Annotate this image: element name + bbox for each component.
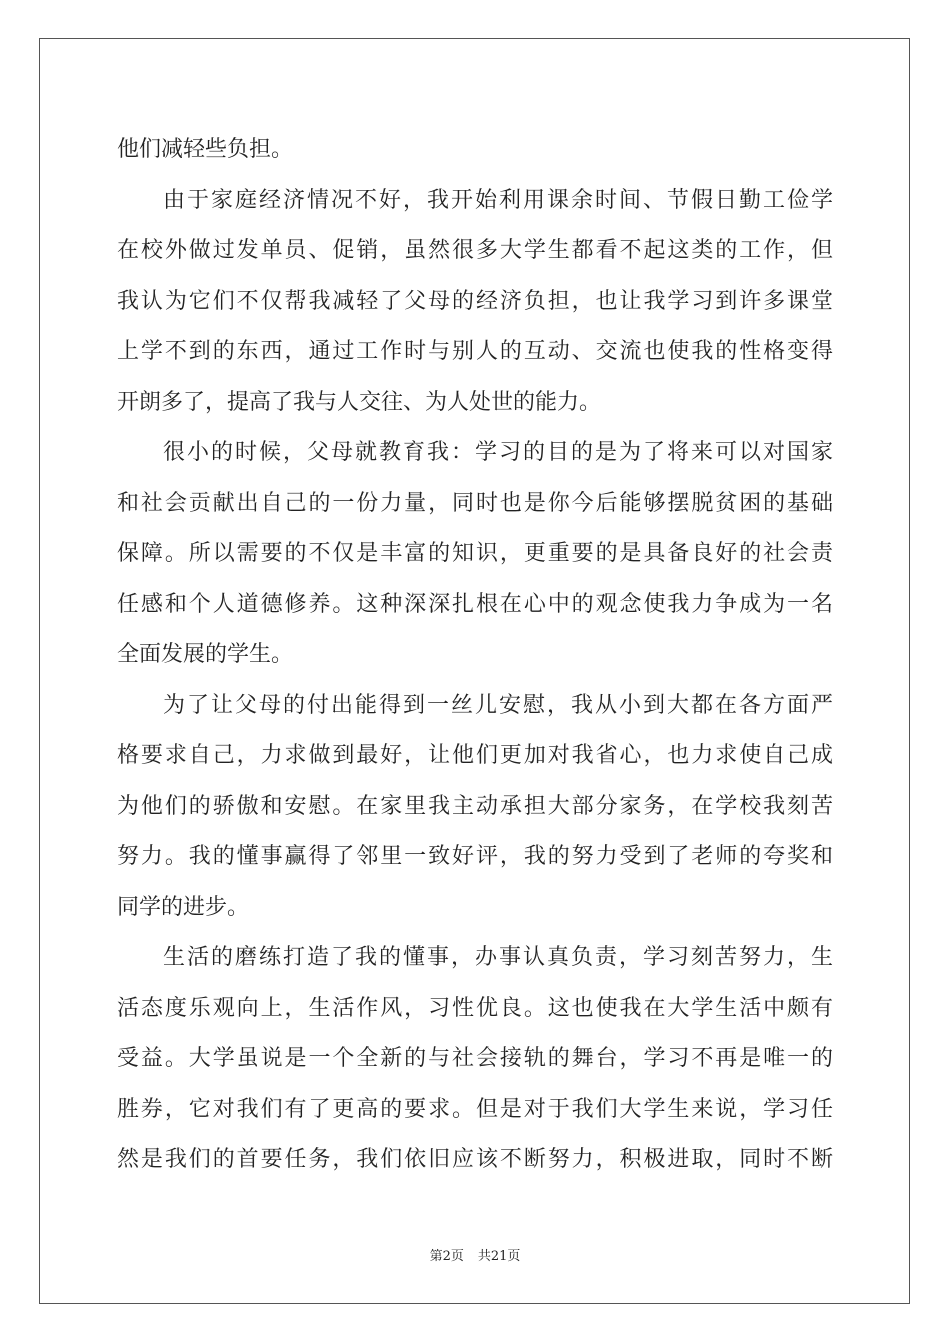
text-line: 他们减轻些负担。: [117, 137, 294, 162]
text-line: 努力。我的懂事赢得了邻里一致好评，我的努力受到了老师的夸奖和: [117, 844, 833, 869]
text-line: 格要求自己，力求做到最好，让他们更加对我省心，也力求使自己成: [117, 743, 833, 768]
text-line: 胜券，它对我们有了更高的要求。但是对于我们大学生来说，学习任: [117, 1096, 833, 1122]
text-line: 全面发展的学生。: [117, 642, 294, 667]
page-footer: [0, 1245, 950, 1264]
document-body: [117, 125, 833, 1186]
text-line: 任感和个人道德修养。这种深深扎根在心中的观念使我力争成为一名: [117, 591, 833, 617]
text-line: 生活的磨练打造了我的懂事，办事认真负责，学习刻苦努力，生: [163, 945, 833, 970]
text-line: 很小的时候，父母就教育我：学习的目的是为了将来可以对国家: [163, 440, 833, 465]
text-line: 在校外做过发单员、促销，虽然很多大学生都看不起这类的工作，但: [117, 238, 833, 263]
text-line: 同学的进步。: [117, 894, 250, 920]
total-pages: 共21页: [477, 1249, 521, 1264]
text-line: 由于家庭经济情况不好，我开始利用课余时间、节假日勤工俭学: [163, 187, 833, 213]
text-line: 为了让父母的付出能得到一丝儿安慰，我从小到大都在各方面严: [163, 692, 833, 718]
text-line: 然是我们的首要任务，我们依旧应该不断努力，积极进取，同时不断: [117, 1147, 833, 1172]
text-line: 保障。所以需要的不仅是丰富的知识，更重要的是具备良好的社会责: [117, 541, 833, 566]
text-line: 和社会贡献出自己的一份力量，同时也是你今后能够摆脱贫困的基础: [117, 490, 833, 516]
text-line: 活态度乐观向上，生活作风，习性优良。这也使我在大学生活中颇有: [117, 995, 833, 1021]
page-number: 第2页: [429, 1249, 464, 1264]
text-line: 受益。大学虽说是一个全新的与社会接轨的舞台，学习不再是唯一的: [117, 1046, 833, 1071]
text-line: 为他们的骄傲和安慰。在家里我主动承担大部分家务，在学校我刻苦: [117, 793, 833, 819]
text-line: 上学不到的东西，通过工作时与别人的互动、交流也使我的性格变得: [117, 339, 833, 364]
text-line: 我认为它们不仅帮我减轻了父母的经济负担，也让我学习到许多课堂: [117, 288, 833, 314]
text-line: 开朗多了，提高了我与人交往、为人处世的能力。: [117, 389, 602, 415]
